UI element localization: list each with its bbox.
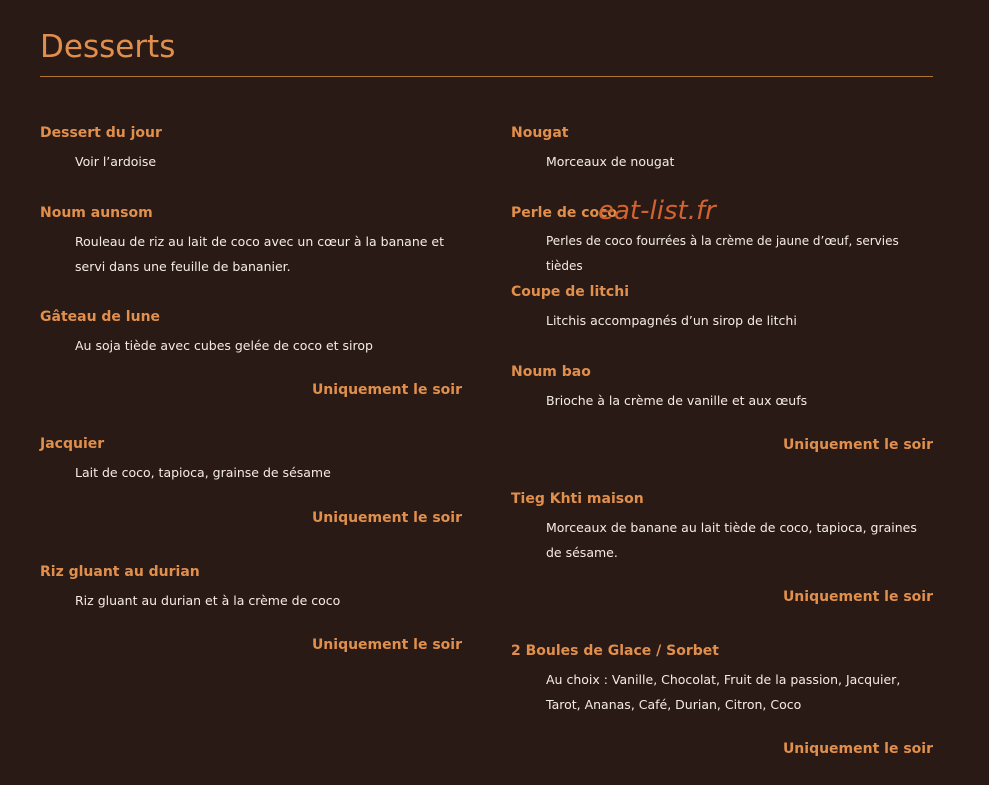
- menu-item-name: Noum aunsom: [40, 205, 153, 221]
- menu-item-description: Rouleau de riz au lait de coco avec un cœur à la banane et servi dans une feuille de bananier.: [75, 234, 445, 274]
- menu-item-name: Tieg Khti maison: [511, 491, 644, 507]
- menu-item: [40, 204, 462, 279]
- menu-item-description: Au choix : Vanille, Chocolat, Fruit de la passion, Jacquier, Tarot, Ananas, Café, Durian, Citron, Coco: [546, 672, 901, 712]
- menu-item-note: Uniquement le soir: [311, 637, 462, 653]
- menu-item-note: Uniquement le soir: [782, 741, 933, 757]
- menu-item: [40, 435, 462, 485]
- menu-item-name: Perle de coco: [511, 205, 618, 221]
- menu-item: [511, 490, 933, 565]
- menu-item-name: Jacquier: [40, 436, 105, 452]
- menu-item: [511, 642, 933, 717]
- menu-item-note: Uniquement le soir: [311, 382, 462, 398]
- menu-item-name: Gâteau de lune: [40, 309, 161, 325]
- page-title: Desserts: [40, 29, 176, 65]
- menu-item-description: Morceaux de nougat: [546, 154, 675, 169]
- menu-item-note: Uniquement le soir: [782, 589, 933, 605]
- menu-item: [40, 308, 462, 358]
- menu-item: [511, 363, 933, 413]
- menu-item-note: Uniquement le soir: [782, 437, 933, 453]
- menu-item: [511, 204, 933, 279]
- menu-item-name: 2 Boules de Glace / Sorbet: [511, 643, 719, 659]
- menu-item-description: Voir l’ardoise: [75, 154, 157, 169]
- menu-item-name: Riz gluant au durian: [40, 564, 200, 580]
- menu-item-description: Morceaux de banane au lait tiède de coco, tapioca, graines de sésame.: [546, 520, 917, 560]
- menu-page: [40, 0, 933, 785]
- menu-item: [40, 563, 462, 613]
- menu-item-description: Riz gluant au durian et à la crème de coco: [75, 593, 341, 608]
- menu-item: [40, 124, 462, 174]
- menu-item-note: Uniquement le soir: [311, 510, 462, 526]
- menu-item-name: Coupe de litchi: [511, 284, 629, 300]
- menu-item-description: Lait de coco, tapioca, grainse de sésame: [75, 465, 331, 480]
- menu-item-name: Nougat: [511, 125, 569, 141]
- menu-item: [511, 124, 933, 174]
- watermark: eat-list.fr: [598, 196, 716, 226]
- menu-item-description: Litchis accompagnés d’un sirop de litchi: [546, 313, 797, 328]
- title-divider: [40, 76, 933, 77]
- menu-item-name: Dessert du jour: [40, 125, 162, 141]
- menu-item-name: Noum bao: [511, 364, 591, 380]
- menu-item: [511, 283, 933, 333]
- menu-item-description: Perles de coco fourrées à la crème de jaune d’œuf, servies tièdes: [546, 234, 899, 273]
- menu-item-description: Au soja tiède avec cubes gelée de coco et sirop: [75, 338, 373, 353]
- menu-item-description: Brioche à la crème de vanille et aux œufs: [546, 393, 808, 408]
